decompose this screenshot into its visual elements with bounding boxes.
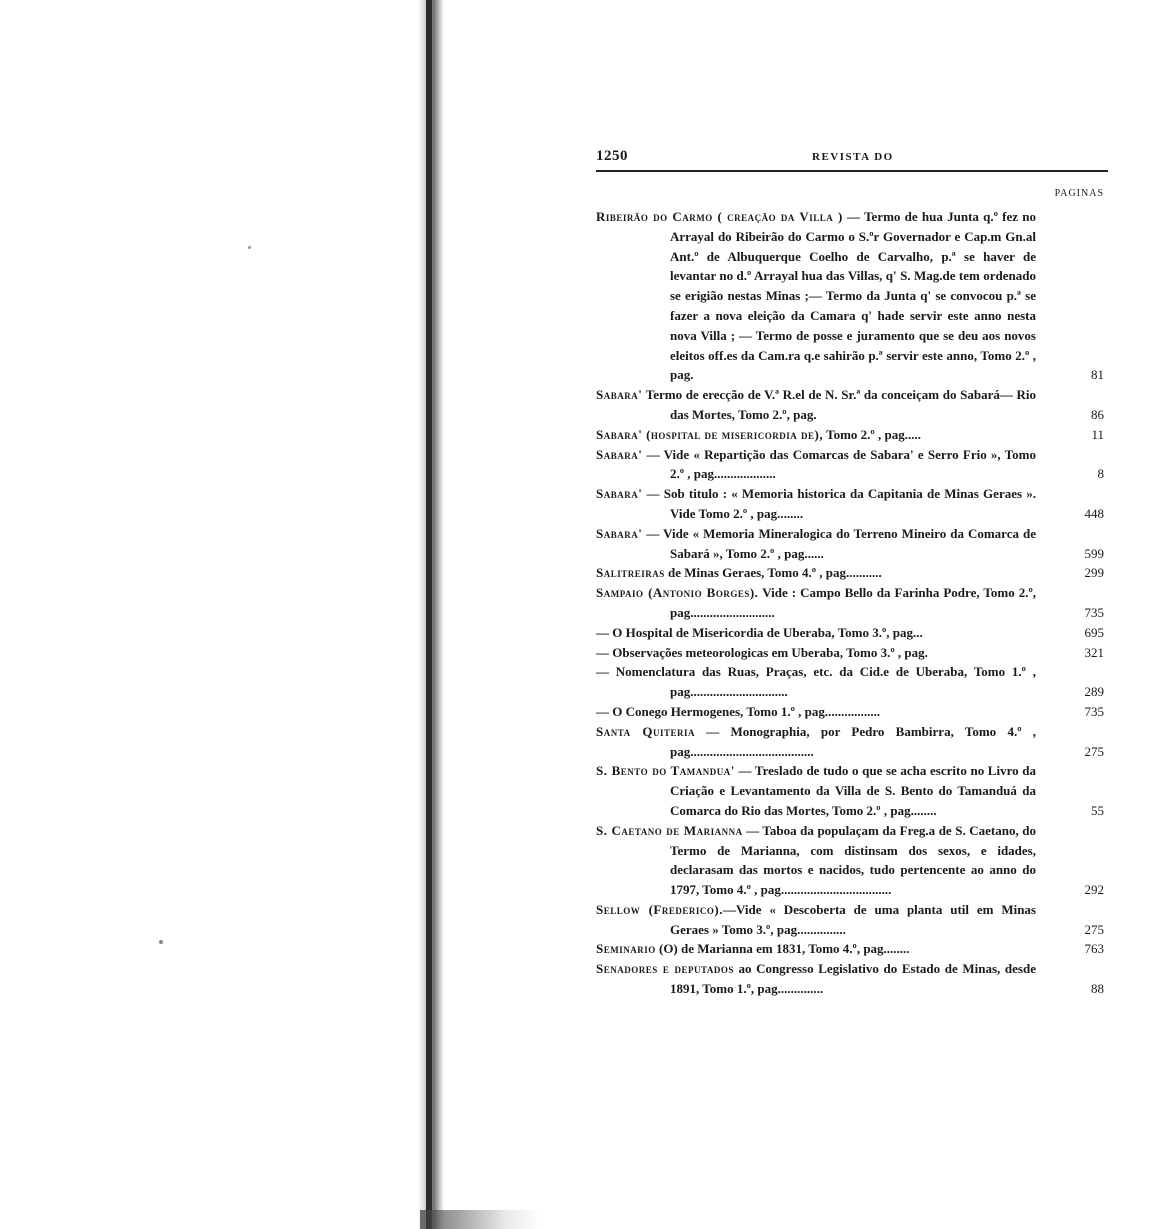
- scan-speck: [248, 246, 251, 249]
- index-entry-heading: Sampaio (Antonio Borges).: [596, 585, 759, 601]
- index-entry: [596, 900, 1108, 940]
- index-entry: [596, 524, 1108, 564]
- index-entry-description: — Monographia, por Pedro Bambirra, Tomo 4.º , pag......................................: [670, 723, 1037, 759]
- index-entry-text: [596, 959, 1036, 999]
- index-entry-heading: Sabara': [596, 446, 643, 462]
- index-entry: [596, 702, 1108, 722]
- index-entry-description: — Taboa da populaçam da Freg.a de S. Caetano, do Termo de Marianna, com distinsam dos sexos, e idades, declarasam das mortos e nacidos, tudo pertencente ao anno do 1797, Tomo 4.º , pag..................................: [670, 822, 1036, 898]
- index-entry-page-number: 289: [1084, 684, 1104, 700]
- index-entry-description: — O Conego Hermogenes, Tomo 1.º , pag.................: [596, 703, 881, 719]
- scan-smudge: [420, 1210, 540, 1229]
- index-entry-description: de Minas Geraes, Tomo 4.º , pag...........: [664, 565, 882, 581]
- index-entry-description: — Vide « Memoria Mineralogica do Terreno Mineiro da Comarca de Sabará », Tomo 2.º , pag......: [642, 525, 1036, 561]
- index-entry-text: [596, 207, 1036, 385]
- index-entry-description: — Nomenclatura das Ruas, Praças, etc. da Cid.e de Uberaba, Tomo 1.º , pag..............................: [596, 664, 1036, 700]
- index-entry-page-number: 11: [1091, 426, 1104, 442]
- pages-column-label: PAGINAS: [1054, 188, 1104, 199]
- index-entry-text: [596, 900, 1036, 940]
- index-entry-heading: Sabara': [596, 486, 643, 502]
- index-entry-page-number: 86: [1091, 406, 1104, 422]
- index-entry-text: [596, 662, 1036, 702]
- scan-speck: [159, 940, 163, 944]
- index-entry-heading: Santa Quiteria: [596, 723, 695, 739]
- index-entry-page-number: 599: [1084, 545, 1104, 561]
- index-entry-description: Termo de erecção de V.ª R.el de N. Sr.ª da conceiçam do Sabará— Rio das Mortes, Tomo 2.º, pag.: [642, 387, 1036, 422]
- index-entry: [596, 207, 1108, 385]
- index-entry-text: [596, 385, 1036, 425]
- index-entry-heading: Ribeirão do Carmo ( creação da Villa ): [596, 209, 843, 224]
- index-entry-description: — Observações meteorologicas em Uberaba, Tomo 3.º , pag.: [596, 644, 928, 660]
- index-entry-text: [596, 484, 1036, 524]
- index-entry-text: [596, 563, 1036, 583]
- running-title: REVISTA DO: [812, 151, 894, 163]
- index-entry: [596, 563, 1108, 583]
- index-entry-heading: S. Bento do Tamandua': [596, 763, 735, 779]
- index-entry-text: [596, 761, 1036, 820]
- index-entry: [596, 761, 1108, 820]
- index-entry-page-number: 695: [1084, 624, 1104, 640]
- page-header: [596, 148, 1108, 172]
- index-entry: [596, 425, 1108, 445]
- index-entry-text: [596, 425, 1036, 445]
- index-entry-heading: Sabara': [596, 387, 643, 403]
- index-entry: [596, 484, 1108, 524]
- index-entry-page-number: 763: [1084, 941, 1104, 957]
- index-entry-page-number: 448: [1084, 505, 1104, 521]
- index-entry-description: Tomo 2.º , pag.....: [823, 426, 921, 442]
- index-entry-description: — Termo de hua Junta q.º fez no Arrayal do Ribeirão do Carmo o S.ºr Governador e Cap.m Gn.al Ant.º de Albuquerque Coelho de Carvalho, p.ª se haver de levantar no d.º Arrayal hua das Villas, q' S. Mag.de tem ordenado se erigião nestas Minas ;— Termo da Junta q' se convocou p.ª se fazer a nova eleição da Camara q' hade servir este anno nesta nova Villa ; — Termo de posse e juramento que se deu aos novos eleitos off.es da Cam.ra q.e sahirão p.ª servir este anno, Tomo 2.º , pag.: [670, 209, 1036, 383]
- index-entry-description: (O) de Marianna em 1831, Tomo 4.º, pag........: [655, 941, 910, 957]
- index-entry-description: ao Congresso Legislativo do Estado de Minas, desde 1891, Tomo 1.º, pag..............: [670, 961, 1036, 997]
- index-entry-page-number: 292: [1084, 882, 1104, 898]
- index-entry-page-number: 88: [1091, 981, 1104, 997]
- index-entry-description: — Vide « Repartição das Comarcas de Sabara' e Serro Frio », Tomo 2.º , pag...................: [642, 446, 1036, 482]
- index-entries: [596, 207, 1108, 999]
- document-page: [596, 148, 1108, 999]
- index-entry-page-number: 275: [1084, 743, 1104, 759]
- index-entry: [596, 959, 1108, 999]
- index-entry-page-number: 735: [1084, 604, 1104, 620]
- index-entry-heading: Senadores e deputados: [596, 961, 734, 977]
- index-entry-description: — O Hospital de Misericordia de Uberaba, Tomo 3.º, pag...: [596, 624, 923, 640]
- index-entry-description: —Vide « Descoberta de uma planta util em Minas Geraes » Tomo 3.º, pag...............: [670, 901, 1036, 937]
- index-entry: [596, 445, 1108, 485]
- index-entry-text: [596, 702, 1036, 722]
- index-entry-text: [596, 524, 1036, 564]
- page-spine-line: [426, 0, 432, 1229]
- index-entry-page-number: 299: [1084, 565, 1104, 581]
- index-entry-page-number: 735: [1084, 703, 1104, 719]
- index-entry-text: [596, 445, 1036, 485]
- index-entry-heading: Salitreiras: [596, 565, 665, 581]
- index-entry: [596, 722, 1108, 762]
- index-entry-text: [596, 722, 1036, 762]
- index-entry-description: — Treslado de tudo o que se acha escrito no Livro da Criação e Levantamento da Villa de S. Bento do Tamanduá da Comarca do Rio das Mortes, Tomo 2.º , pag........: [670, 763, 1036, 818]
- index-entry: [596, 643, 1108, 663]
- index-entry-text: [596, 643, 1036, 663]
- index-entry-description: Vide : Campo Bello da Farinha Podre, Tomo 2.º, pag..........................: [670, 585, 1037, 620]
- index-entry-heading: Seminario: [596, 941, 656, 957]
- index-entry: [596, 385, 1108, 425]
- index-entry: [596, 821, 1108, 900]
- index-entry: [596, 939, 1108, 959]
- index-entry-description: — Sob titulo : « Memoria historica da Capitania de Minas Geraes ». Vide Tomo 2.º , pag........: [642, 486, 1036, 521]
- index-entry-heading: Sellow (Frederico).: [596, 901, 723, 917]
- page-number: 1250: [596, 148, 628, 164]
- index-entry-page-number: 275: [1084, 921, 1104, 937]
- index-entry-text: [596, 821, 1036, 900]
- index-entry-text: [596, 939, 1036, 959]
- index-entry: [596, 623, 1108, 643]
- index-entry-text: [596, 583, 1036, 623]
- index-entry-page-number: 8: [1097, 466, 1104, 482]
- index-entry-text: [596, 623, 1036, 643]
- index-entry: [596, 662, 1108, 702]
- index-entry-heading: Sabara': [596, 525, 643, 541]
- index-entry-page-number: 55: [1091, 802, 1104, 818]
- index-entry: [596, 583, 1108, 623]
- index-entry-page-number: 321: [1084, 644, 1104, 660]
- index-entry-heading: Sabara' (hospital de misericordia de),: [596, 426, 824, 442]
- index-entry-heading: S. Caetano de Marianna: [596, 822, 743, 838]
- index-entry-page-number: 81: [1091, 367, 1104, 383]
